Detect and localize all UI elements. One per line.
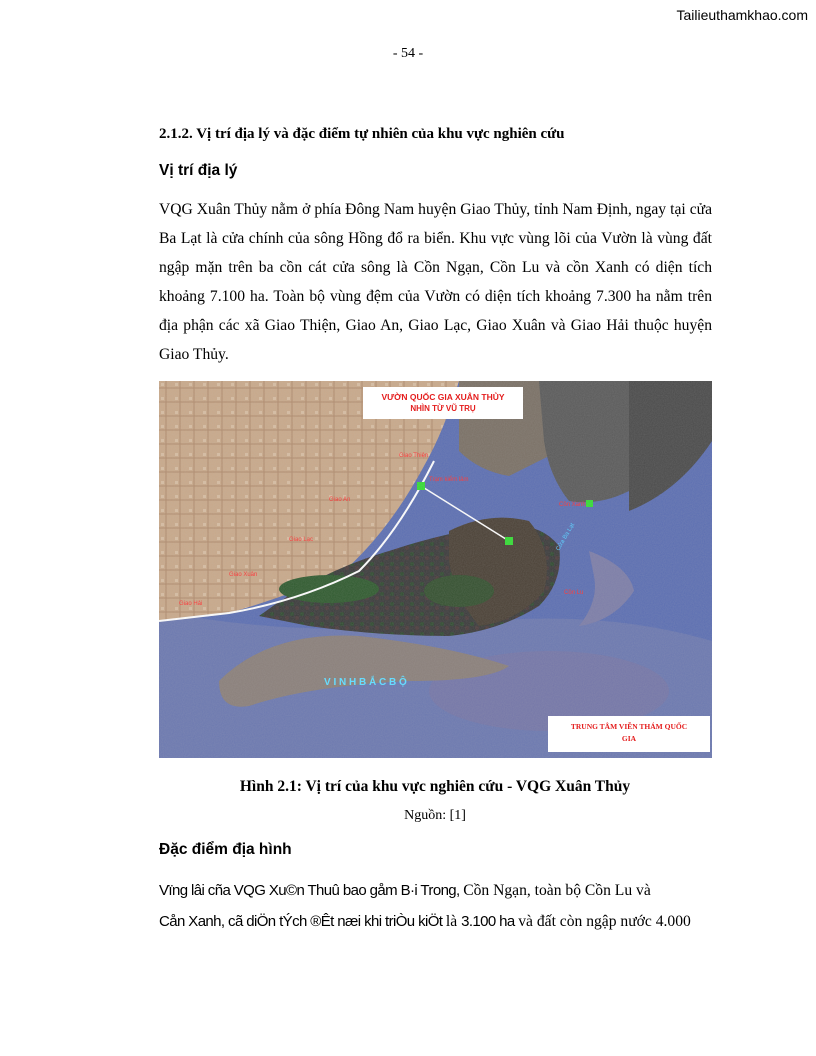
garbled-text: Cån Xanh, cã diÖn tÝch ®Êt næi khi triÒu kiÖt (159, 913, 446, 930)
figure-title-line1: VƯỜN QUỐC GIA XUÂN THỦY (381, 392, 505, 402)
watermark: Tailieuthamkhao.com (676, 7, 808, 23)
figure-title-line2: NHÌN TỪ VŨ TRỤ (410, 404, 476, 413)
garbled-text: Vïng lâi cña VQG Xu©n Thuû bao gåm B·i Trong, (159, 882, 464, 899)
paragraph-terrain-line2 (159, 906, 712, 937)
figure-source: Nguồn: [1] (404, 808, 466, 823)
paragraph-location-text: VQG Xuân Thủy nằm ở phía Đông Nam huyện Giao Thủy, tỉnh Nam Định, ngay tại cửa Ba Lạt là cửa chính của sông Hồng đổ ra biển. Khu vực vùng lõi của Vườn là vùng đất ngập mặn trên ba cồn cát cửa sông là Cồn Ngạn, Cồn Lu và cồn Xanh có diện tích khoảng 7.100 ha. Toàn bộ vùng đệm của Vườn có diện tích khoảng 7.300 ha nằm trên địa phận các xã Giao Thiện, Giao An, Giao Lạc, Giao Xuân và Giao Hải thuộc huyện Giao Thủy. (159, 201, 712, 363)
sea-label: V I N H B Ắ C B Ộ (324, 677, 407, 688)
garbled-text: 3.100 ha (461, 913, 519, 930)
paragraph-terrain (159, 875, 712, 937)
section-title: 2.1.2. Vị trí địa lý và đặc điểm tự nhiên của khu vực nghiên cứu (159, 126, 565, 142)
paragraph-location (159, 195, 712, 369)
paragraph-terrain-line1 (159, 875, 712, 906)
paragraph-text: và đất còn ngập nước 4.000 (518, 913, 691, 930)
paragraph-text: là (445, 913, 462, 930)
heading-terrain: Đặc điểm địa hình (159, 841, 292, 858)
figure-caption: Hình 2.1: Vị trí của khu vực nghiên cứu - VQG Xuân Thủy (239, 778, 631, 795)
figure-credit-line2: GIA (621, 734, 637, 743)
heading-location: Vị trí địa lý (159, 162, 238, 179)
paragraph-text: Cồn Ngạn, toàn bộ Cồn Lu và (463, 882, 651, 899)
page-number: - 54 - (392, 46, 424, 61)
figure-credit-line1: TRUNG TÂM VIỄN THÁM QUỐC (570, 722, 688, 731)
satellite-map-image (159, 381, 712, 758)
satellite-map-figure (159, 381, 712, 758)
